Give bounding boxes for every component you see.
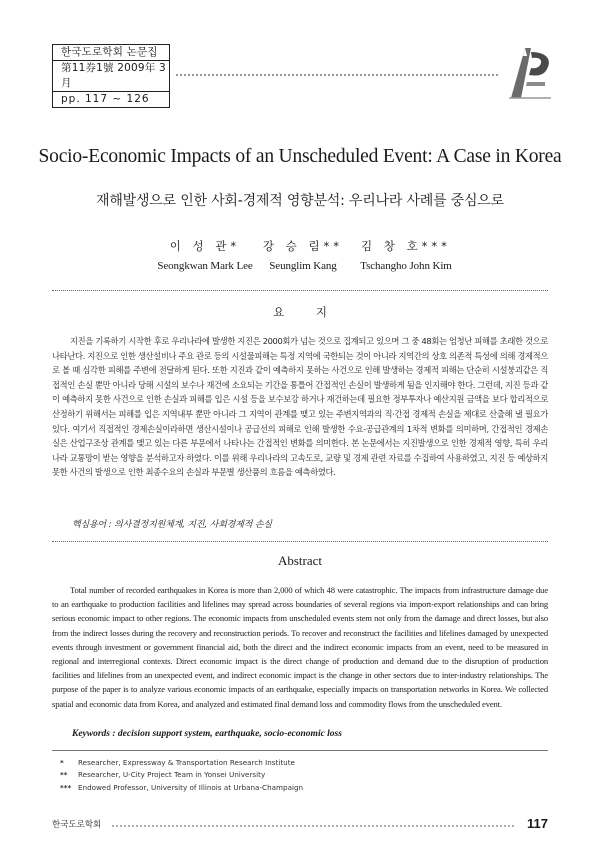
header-dotted-rule	[176, 74, 498, 76]
paper-title-ko: 재해발생으로 인한 사회-경제적 영향분석: 우리나라 사례를 중심으로	[96, 193, 504, 209]
footnotes	[60, 757, 500, 794]
author-3	[336, 238, 476, 272]
footnote: ** Researcher, U-City Project Team in Yonsei University	[60, 770, 266, 780]
footnote-divider	[52, 750, 548, 751]
abstract-ko-body: 지진을 기록하기 시작한 후로 우리나라에 발생한 지진은 2000회가 넘는 것으로 집계되고 있으며 그 중 48회는 엄청난 피해를 초래한 것으로 나타난다. 지진으로 인한 생산설비나 주요 관로 등의 시설물피해는 특정 지역에 국한되는 것이 아니라 지역간의 상호 의존적 특성에 의해 경제적으로 볼 때 심각한 피해를 주변에 전달하게 된다. 또한 지진과 같이 예측하지 못하는 사건으로 인해 발생하는 경제적 피해는 단순히 시설붕괴같은 직접적인 손실 뿐만 아니라 당해 시설의 보수나 재건에 소요되는 기간을 통틀어 간접적인 손실이 발생하게 됨을 인지해야 한다. 그런데, 지진 등과 같이 예측하지 못한 사건으로 인한 손실과 피해를 입은 시설 등을 보수보강 하거나 재건하는데 필요한 정부투자나 예산지원 금액을 보다 합리적으로 산정하기 위해서는 피해를 입은 지역내부 뿐만 아니라 그 지역이 관계를 맺고 있는 주변지역과의 직·간접 경제적 손실을 제대로 산출해 낼 필요가 있다. 여기서 직접적인 경제손실이라하면 생산시설이나 공급선의 피해로 인해 발생한 수요-공급관계의 1차적 변화를 의미하며, 간접적인 경제손실은 산업구조상 관계를 맺고 있는 다른 부문에서 나타나는 간접적인 변화를 의미한다. 본 논문에서는 지진발생으로 인한 경제적 영향, 특히 우리나라 교통망이 받는 영향을 분석하고자 하였다. 이를 위해 우리나라의 고속도로, 교량 및 경제 관련 자료를 수집하여 사용하였고, 지진 등 예상하지 못한 사건의 발생으로 인한 최종수요의 손실과 부문별 생산품의 흐름을 예측하였다.	[52, 336, 548, 478]
footnote: *** Endowed Professor, University of Illinois at Urbana-Champaign	[60, 782, 304, 792]
author-3-name-en: Tschangho John Kim	[360, 260, 452, 272]
page-footer	[52, 818, 548, 832]
abstract-en-body: Total number of recorded earthquakes in Korea is more than 2,000 of which 48 were catastrophic. The impacts from infrastructure damage due to an earthquake to production facilities and lifelines may spread across boundaries of several regions via import-export relationships and can bring serious economic impact to other regions. The economic impacts from unscheduled events stem not only from the damage and direct losses, but also from the indirect losses during the recovery and reconstruction periods. To recover and reconstruct the facilities and lifelines damaged by unexpected events through investment or government financial aid, both the direct and the indirect economic impacts from an event, need to be measured in regional and interregional contexts. Direct economic impact is the direct change of production and demand due to the disruption of production facilities and lifelines from an unexpected event, and indirect economic impact is the change in other sectors due to inter-industry relationships. The purpose of the paper is to analyze various economic impacts of an earthquake, especially impacts on transportation networks in Korea. We collected spatial and economic data from Korea, and analyzed and estimated final demand loss and commodity flows from the unscheduled event.	[52, 585, 548, 709]
journal-pages: pp. 117 ~ 126	[61, 93, 150, 105]
abstract-ko-heading: 요 지	[273, 305, 341, 319]
journal-issue: 第11券1號 2009年 3月	[53, 61, 169, 92]
page-number: 117	[527, 816, 548, 831]
journal-info-box	[52, 44, 170, 108]
journal-name: 한국도로학회 논문집	[53, 45, 169, 61]
author-3-name-ko: 김 창 호***	[361, 239, 451, 253]
keywords-en: Keywords : decision support system, earthquake, socio-economic loss	[72, 729, 342, 739]
author-1-name-ko: 이 성 관*	[169, 239, 241, 253]
section-divider	[52, 290, 548, 291]
keywords-ko: 핵심용어 : 의사결정지원체계, 지진, 사회경제적 손실	[72, 520, 272, 530]
footer-journal-name: 한국도로학회	[52, 820, 102, 830]
author-1-name-en: Seongkwan Mark Lee	[157, 260, 253, 272]
paper-title-en: Socio-Economic Impacts of an Unscheduled Event: A Case in Korea	[38, 146, 562, 167]
abstract-en-heading: Abstract	[277, 553, 323, 568]
journal-logo-icon	[505, 42, 555, 100]
author-2-name-ko: 강 승 림**	[262, 239, 344, 253]
footer-dotted-rule	[112, 825, 514, 827]
footnote: * Researcher, Expressway & Transportation Research Institute	[60, 758, 295, 767]
author-2-name-en: Seunglim Kang	[269, 260, 337, 272]
section-divider	[52, 541, 548, 542]
